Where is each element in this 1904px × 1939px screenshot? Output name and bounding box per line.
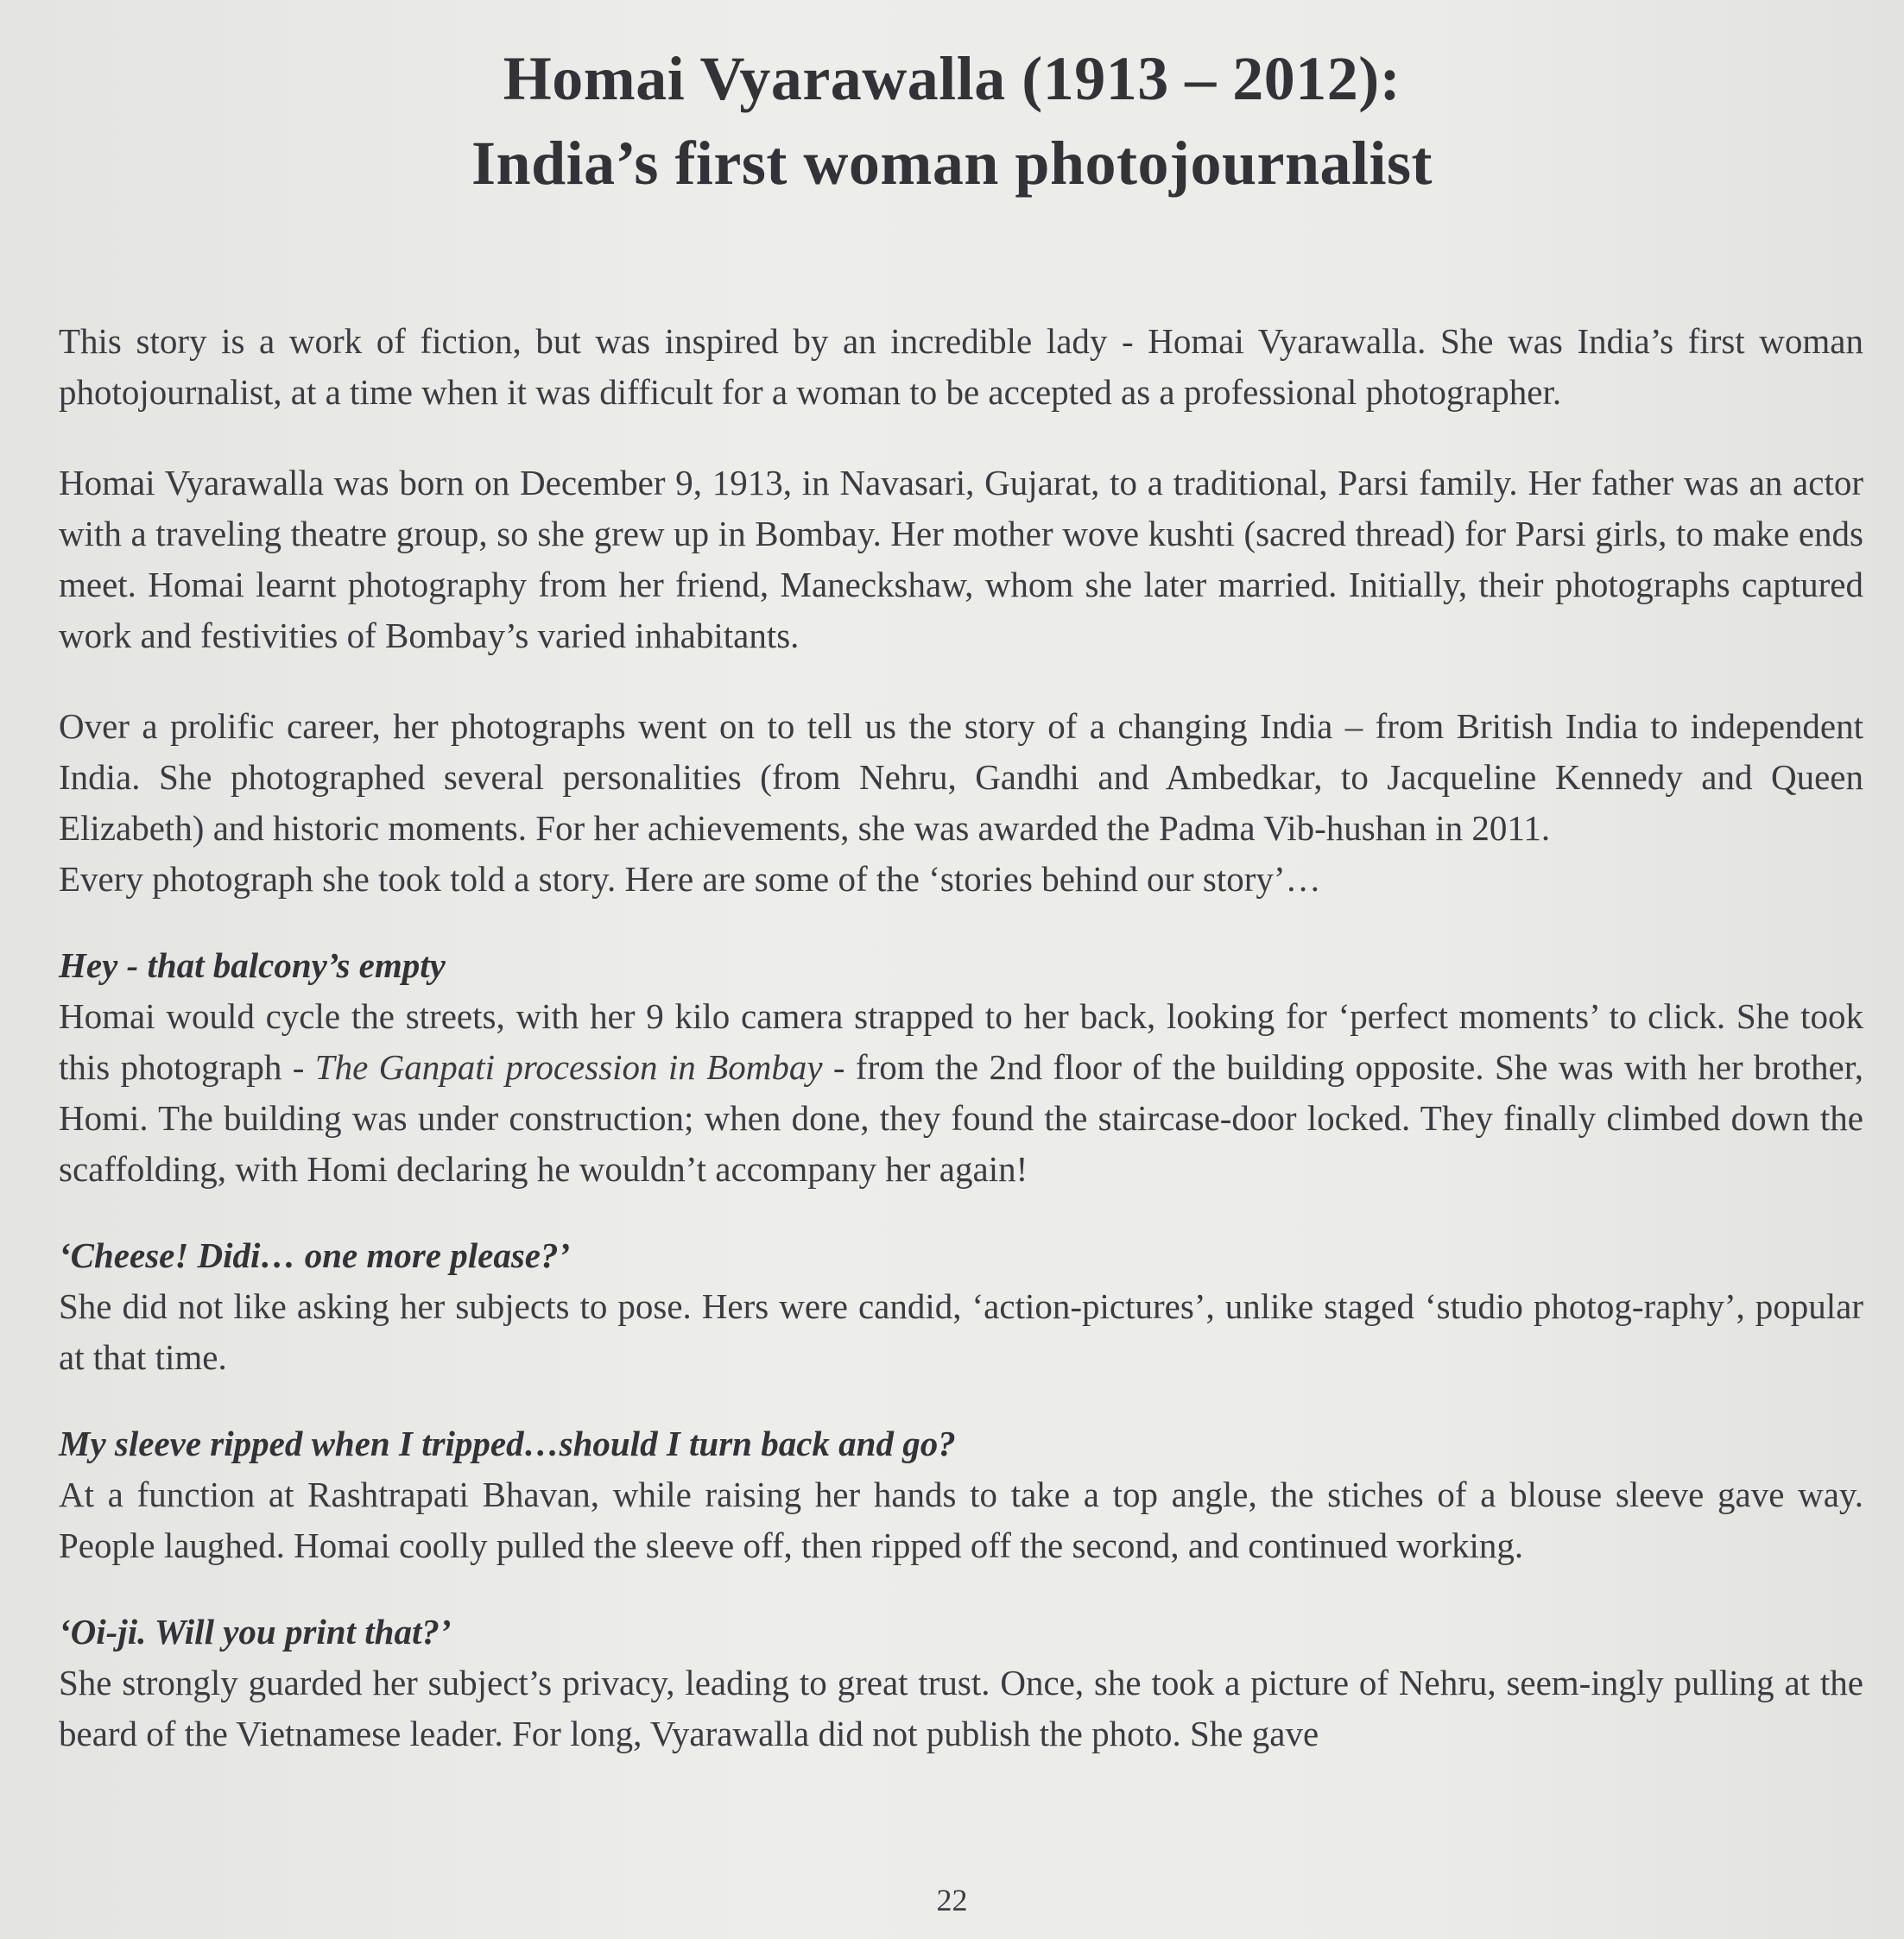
section-heading: My sleeve ripped when I tripped…should I turn back and go? xyxy=(59,1424,956,1463)
intro-paragraph-1: This story is a work of fiction, but was inspired by an incredible lady - Homai Vyarawalla. She was India’s first woman photojournalist, at a time when it was difficult for a woman to be accepted as a professional photographer. xyxy=(59,321,1863,412)
page-number: 22 xyxy=(936,1883,968,1917)
section-text-part: - from the 2nd floor of the building opposite. She was with her brother, Homi. The building was under construction; when done, they found the staircase-door locked. They finally climbed down the scaffolding, with Homi declaring he wouldn’t accompany her again! xyxy=(59,1047,1864,1189)
section-heading: Hey - that balcony’s empty xyxy=(59,945,446,985)
section-text-part: Homai would cycle the streets, with her 9 kilo camera strapped to her back, looking for ‘perfect moments’ to click. She took this photograph - xyxy=(59,996,1863,1087)
photo-title: The Ganpati procession in Bombay xyxy=(314,1047,823,1087)
section-text: She strongly guarded her subject’s privacy, leading to great trust. Once, she took a picture of Nehru, seem-ingly pulling at the beard of the Vietnamese leader. For long, Vyarawalla did not publish the photo. She gave xyxy=(59,1663,1863,1753)
page-title xyxy=(0,36,1904,205)
section-text xyxy=(59,991,1863,1195)
intro-closing: Every photograph she took told a story. Here are some of the ‘stories behind our story’… xyxy=(59,859,1321,899)
body-text xyxy=(59,316,1863,1759)
section-text: At a function at Rashtrapati Bhavan, while raising her hands to take a top angle, the stiches of a blouse sleeve gave way. People laughed. Homai coolly pulled the sleeve off, then ripped off the second, and continued working. xyxy=(59,1475,1863,1565)
title-line-1: Homai Vyarawalla (1913 – 2012): xyxy=(503,44,1401,113)
story-section-balcony xyxy=(59,939,1863,1195)
title-line-2: India’s first woman photojournalist xyxy=(471,129,1433,198)
section-heading: ‘Cheese! Didi… one more please?’ xyxy=(59,1235,571,1275)
story-section-sleeve xyxy=(59,1418,1863,1571)
intro-paragraph-3: Over a prolific career, her photographs went on to tell us the story of a changing India – from British India to independent India. She photographed several personalities (from Nehru, Gandhi and Ambedkar, to Jacqueline Kennedy and Queen Elizabeth) and historic moments. For her achievements, she was awarded the Padma Vib-hushan in 2011. xyxy=(59,706,1863,848)
section-text: She did not like asking her subjects to pose. Hers were candid, ‘action-pictures’, unlike staged ‘studio photog-raphy’, popular at that time. xyxy=(59,1286,1863,1377)
intro-paragraph-2: Homai Vyarawalla was born on December 9, 1913, in Navasari, Gujarat, to a traditional, Parsi family. Her father was an actor with a traveling theatre group, so she grew up in Bombay. Her mother wove kushti (sacred thread) for Parsi girls, to make ends meet. Homai learnt photography from her friend, Maneckshaw, whom she later married. Initially, their photographs captured work and festivities of Bombay’s varied inhabitants. xyxy=(59,463,1863,655)
story-section-oi-ji xyxy=(59,1606,1863,1759)
section-heading: ‘Oi-ji. Will you print that?’ xyxy=(59,1612,452,1652)
story-section-cheese xyxy=(59,1229,1863,1383)
